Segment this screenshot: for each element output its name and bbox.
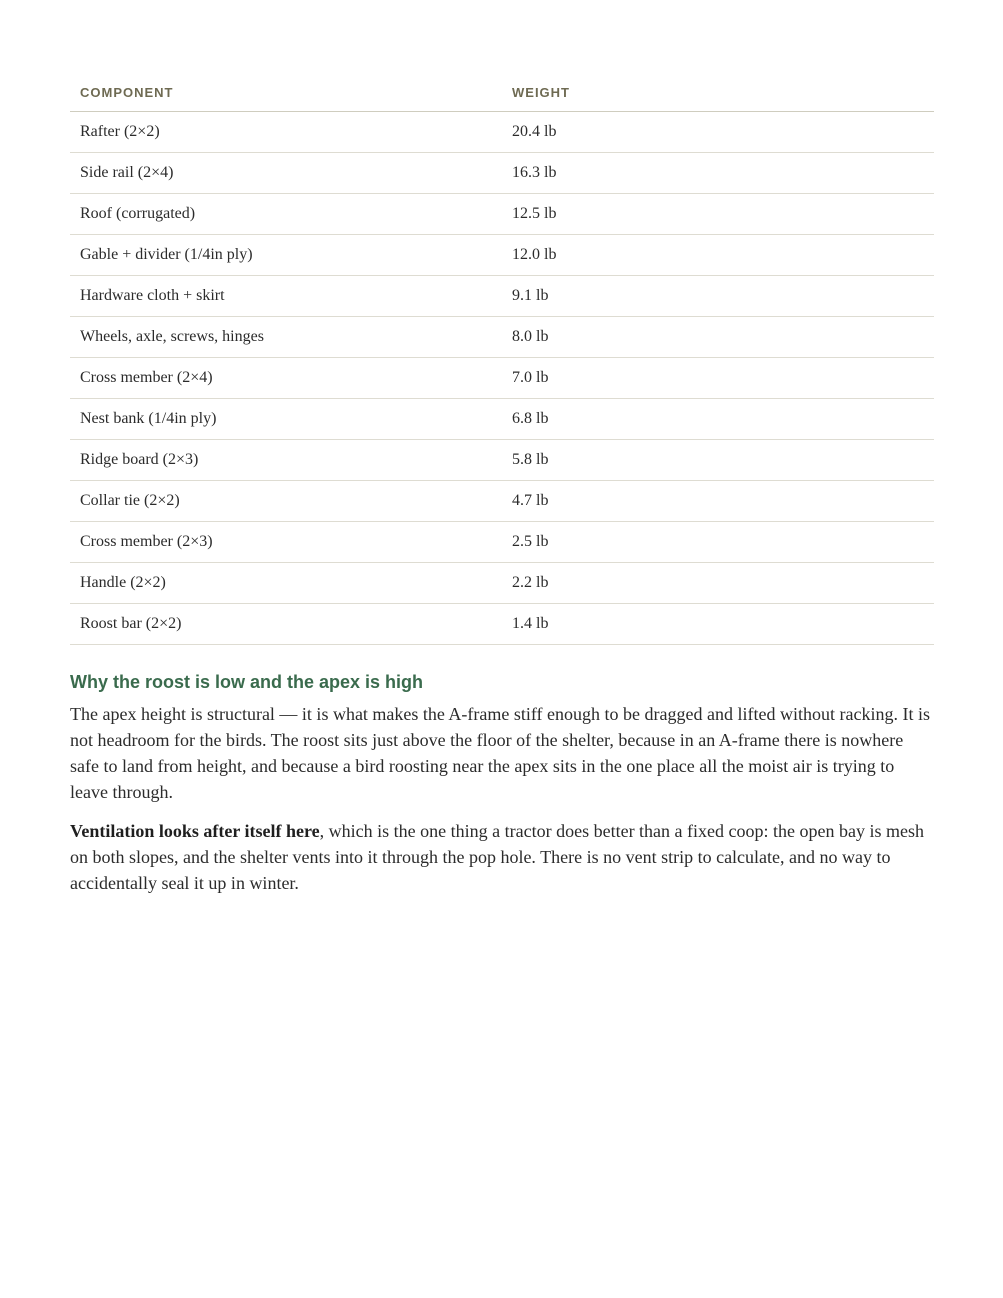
table-row [70,235,934,276]
weight-cell: 7.0 lb [502,358,934,399]
weight-cell: 4.7 lb [502,481,934,522]
weight-cell: 20.4 lb [502,112,934,153]
component-cell: Handle (2×2) [70,563,502,604]
component-cell: Rafter (2×2) [70,112,502,153]
component-cell: Cross member (2×3) [70,522,502,563]
component-cell: Hardware cloth + skirt [70,276,502,317]
table-row [70,563,934,604]
component-cell: Side rail (2×4) [70,153,502,194]
weight-cell: 5.8 lb [502,440,934,481]
component-cell: Wheels, axle, screws, hinges [70,317,502,358]
ventilation-lead-in: Ventilation looks after itself here [70,821,320,841]
table-row [70,153,934,194]
table-row [70,481,934,522]
table-row [70,276,934,317]
table-row [70,522,934,563]
table-row [70,194,934,235]
weight-cell: 1.4 lb [502,604,934,645]
table-row [70,604,934,645]
table-header-row [70,74,934,112]
weight-cell: 12.0 lb [502,235,934,276]
column-header-weight: WEIGHT [502,74,934,112]
weight-cell: 9.1 lb [502,276,934,317]
table-row [70,440,934,481]
component-cell: Ridge board (2×3) [70,440,502,481]
component-cell: Roof (corrugated) [70,194,502,235]
table-row [70,112,934,153]
weight-cell: 8.0 lb [502,317,934,358]
weight-cell: 6.8 lb [502,399,934,440]
component-cell: Gable + divider (1/4in ply) [70,235,502,276]
component-cell: Collar tie (2×2) [70,481,502,522]
body-paragraph-apex: The apex height is structural — it is what makes the A-frame stiff enough to be dragged and lifted without racking. It is not headroom for the birds. The roost sits just above the floor of the shelter, because in an A-frame there is nowhere safe to land from height, and because a bird roosting near the apex sits in the one place all the moist air is trying to leave through. [70,704,930,802]
component-cell: Cross member (2×4) [70,358,502,399]
weight-cell: 2.5 lb [502,522,934,563]
column-header-component: COMPONENT [70,74,502,112]
component-cell: Roost bar (2×2) [70,604,502,645]
weight-cell: 2.2 lb [502,563,934,604]
document-page [70,0,934,896]
section-heading: Why the roost is low and the apex is high [70,672,424,692]
component-cell: Nest bank (1/4in ply) [70,399,502,440]
body-paragraph-ventilation [70,818,934,896]
table-row [70,358,934,399]
table-row [70,317,934,358]
ventilation-body-text: , which is the one thing a tractor does better than a fixed coop: the open bay is mesh on both slopes, and the shelter vents into it through the pop hole. There is no vent strip to calculate, and no way to accidentally seal it up in winter. [70,821,924,893]
weight-cell: 12.5 lb [502,194,934,235]
weight-cell: 16.3 lb [502,153,934,194]
table-row [70,399,934,440]
component-weight-table [70,74,934,645]
